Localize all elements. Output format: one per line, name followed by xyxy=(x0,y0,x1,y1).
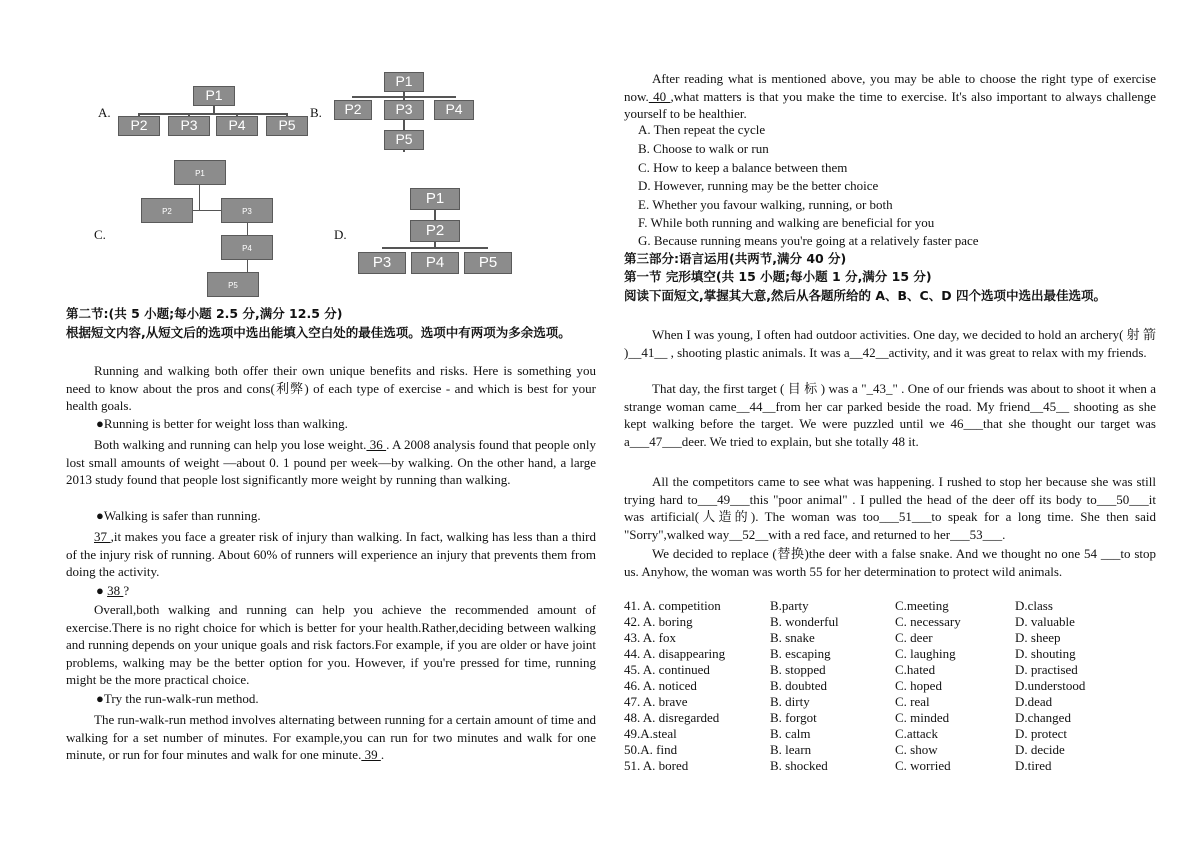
q47-option-b[interactable]: B. dirty xyxy=(770,694,810,709)
diagram-a-box-p2: P2 xyxy=(118,116,160,136)
q49-option-d[interactable]: D. protect xyxy=(1015,726,1067,741)
option-d: D. However, running may be the better choice xyxy=(638,178,879,193)
q41-option-c[interactable]: C.meeting xyxy=(895,598,949,613)
q48-option-c[interactable]: C. minded xyxy=(895,710,950,725)
diagram-d-box-p5: P5 xyxy=(464,252,512,274)
passage-para3: 37 ,it makes you face a greater risk of injury than walking. In fact, walking has less than a third of the injury risk of running. About 60% of runners will experience an injury that prevents them from doing the activity. xyxy=(66,529,597,579)
diagram-c-box-p5: P5 xyxy=(207,272,259,297)
q43-option-b[interactable]: B. snake xyxy=(770,630,815,645)
q44-option-c[interactable]: C. laughing xyxy=(895,646,956,661)
passage-para1: Running and walking both offer their own unique benefits and risks. Here is something you need to know about the pros and cons(利弊) of each type of exercise - and which is best for your health goals. xyxy=(66,363,596,413)
cloze-para3: All the competitors came to see what was happening. I rushed to stop her because she was still trying hard to___49___this "poor animal" . I pulled the head of the deer off its body to___50___it was artificial(人造的). The woman was too___51___to speak for a long time. She then said "Sorry",walked way__52__with a red face, and returned to her___53___. xyxy=(624,474,1156,542)
question-49 xyxy=(624,725,1156,741)
diagram-c-label: C. xyxy=(94,227,106,242)
q46-option-c[interactable]: C. hoped xyxy=(895,678,942,693)
q42-option-b[interactable]: B. wonderful xyxy=(770,614,839,629)
diagram-c-box-p3: P3 xyxy=(221,198,273,223)
q50-option-a[interactable]: 50.A. find xyxy=(624,742,678,757)
q51-option-a[interactable]: 51. A. bored xyxy=(624,758,689,773)
option-g: G. Because running means you're going at a relatively faster pace xyxy=(638,233,979,248)
q45-option-a[interactable]: 45. A. continued xyxy=(624,662,710,677)
diagram-a-box-p3: P3 xyxy=(168,116,210,136)
bullet-running-weight: ●Running is better for weight loss than walking. xyxy=(96,416,348,431)
q47-option-c[interactable]: C. real xyxy=(895,694,930,709)
q41-option-a[interactable]: 41. A. competition xyxy=(624,598,721,613)
q43-option-d[interactable]: D. sheep xyxy=(1015,630,1061,645)
question-41 xyxy=(624,597,1156,613)
question-47 xyxy=(624,693,1156,709)
q49-option-c[interactable]: C.attack xyxy=(895,726,938,741)
bullet-38: ● 38 ? xyxy=(96,583,130,598)
q50-option-c[interactable]: C. show xyxy=(895,742,938,757)
q42-option-a[interactable]: 42. A. boring xyxy=(624,614,693,629)
passage-para4: Overall,both walking and running can help you achieve the recommended amount of exercise.There is no right choice for which is better for your health.Rather,deciding between walking and running depends on your unique goals and risk factors.For example, if you are older or have joint problems, walking may be the better option for you. However, if you're pressed for time, running might be the more practical choice. xyxy=(66,602,596,687)
diagram-d-box-p3: P3 xyxy=(358,252,406,274)
q44-option-b[interactable]: B. escaping xyxy=(770,646,831,661)
q48-option-b[interactable]: B. forgot xyxy=(770,710,817,725)
passage-para5: The run-walk-run method involves alternating between running for a certain amount of time and walking for a set number of minutes. For example,you can run for two minutes and walk for one minute, or run for four minutes and walk for one minute. 39 . xyxy=(66,712,596,762)
option-c: C. How to keep a balance between them xyxy=(638,160,848,175)
diagram-b-box-p3: P3 xyxy=(384,100,424,120)
option-e: E. Whether you favour walking, running, or both xyxy=(638,197,893,212)
blank-37[interactable]: 37 xyxy=(94,529,111,544)
diagram-b-label: B. xyxy=(310,105,322,120)
q42-option-d[interactable]: D. valuable xyxy=(1015,614,1075,629)
diagram-b-box-p4: P4 xyxy=(434,100,474,120)
q46-option-d[interactable]: D.understood xyxy=(1015,678,1086,693)
bullet-walking-safer: ●Walking is safer than running. xyxy=(96,508,261,523)
question-48 xyxy=(624,709,1156,725)
passage-para2: Both walking and running can help you lose weight. 36 . A 2008 analysis found that people only lost small amounts of weight —about 0. 1 pound per week—by walking. On the other hand, a large 2013 study found that people lost significantly more weight by running than walking. xyxy=(66,437,597,487)
part3-heading: 第三部分:语言运用(共两节,满分 40 分) xyxy=(624,251,847,266)
blank-40[interactable]: 40 xyxy=(648,88,671,104)
diagram-a-label: A. xyxy=(98,105,111,120)
blank-36[interactable]: 36 xyxy=(366,437,387,452)
cloze-para1: When I was young, I often had outdoor activities. One day, we decided to hold an archery( 射 箭 )__41__ , shooting plastic animals. It was a__42__activity, and it was great to relax with my friends. xyxy=(624,327,1156,360)
question-45 xyxy=(624,661,1156,677)
diagram-d-box-p2: P2 xyxy=(410,220,460,242)
cloze-instruction: 阅读下面短文,掌握其大意,然后从各题所给的 A、B、C、D 四个选项中选出最佳选项。 xyxy=(624,288,1106,303)
diagram-d xyxy=(358,188,512,274)
diagram-a-box-p1: P1 xyxy=(193,86,235,106)
cloze-section-heading: 第一节 完形填空(共 15 小题;每小题 1 分,满分 15 分) xyxy=(624,269,932,284)
passage-para6: After reading what is mentioned above, you may be able to choose the right type of exercise now. 40 ,what matters is that you make the time to exercise. It's also important to always challenge yourself to be healthier. xyxy=(624,71,1157,121)
diagram-a-box-p5: P5 xyxy=(266,116,308,136)
q47-option-a[interactable]: 47. A. brave xyxy=(624,694,688,709)
q45-option-c[interactable]: C.hated xyxy=(895,662,936,677)
diagram-a-box-p4: P4 xyxy=(216,116,258,136)
question-51 xyxy=(624,757,1156,773)
q43-option-c[interactable]: C. deer xyxy=(895,630,933,645)
blank-39[interactable]: 39 xyxy=(361,747,381,762)
cloze-para2: That day, the first target ( 目 标 ) was a "_43_" . One of our friends was about to shoot it when a strange woman came__44__from her car parked beside the road. My friend__45__ shooting as she kept walking before the target. We were puzzled until we 46___that she thought our target was a___47___deer. We tried to explain, but she totally 48 it. xyxy=(624,381,1156,449)
diagram-c-box-p4: P4 xyxy=(221,235,273,260)
q51-option-b[interactable]: B. shocked xyxy=(770,758,828,773)
q49-option-a[interactable]: 49.A.steal xyxy=(624,726,677,741)
diagram-b-box-p1: P1 xyxy=(384,72,424,92)
diagram-c xyxy=(141,160,281,300)
blank-38[interactable]: 38 xyxy=(107,583,124,598)
option-a: A. Then repeat the cycle xyxy=(638,122,766,137)
q44-option-a[interactable]: 44. A. disappearing xyxy=(624,646,726,661)
q44-option-d[interactable]: D. shouting xyxy=(1015,646,1076,661)
q41-option-b[interactable]: B.party xyxy=(770,598,809,613)
q46-option-b[interactable]: B. doubted xyxy=(770,678,828,693)
diagram-b-box-p5: P5 xyxy=(384,130,424,150)
q41-option-d[interactable]: D.class xyxy=(1015,598,1053,613)
diagram-a xyxy=(118,86,308,136)
option-f: F. While both running and walking are beneficial for you xyxy=(638,215,935,230)
q49-option-b[interactable]: B. calm xyxy=(770,726,811,741)
q42-option-c[interactable]: C. necessary xyxy=(895,614,961,629)
diagram-b xyxy=(334,72,474,150)
q50-option-b[interactable]: B. learn xyxy=(770,742,812,757)
q47-option-d[interactable]: D.dead xyxy=(1015,694,1053,709)
question-44 xyxy=(624,645,1156,661)
q48-option-d[interactable]: D.changed xyxy=(1015,710,1071,725)
question-50 xyxy=(624,741,1156,757)
question-46 xyxy=(624,677,1156,693)
question-42 xyxy=(624,613,1156,629)
q50-option-d[interactable]: D. decide xyxy=(1015,742,1065,757)
option-b: B. Choose to walk or run xyxy=(638,141,769,156)
section2-instruction: 根据短文内容,从短文后的选项中选出能填入空白处的最佳选项。选项中有两项为多余选项。 xyxy=(66,325,571,340)
q51-option-c[interactable]: C. worried xyxy=(895,758,951,773)
q43-option-a[interactable]: 43. A. fox xyxy=(624,630,676,645)
q48-option-a[interactable]: 48. A. disregarded xyxy=(624,710,720,725)
diagram-d-label: D. xyxy=(334,227,347,242)
q45-option-b[interactable]: B. stopped xyxy=(770,662,826,677)
cloze-para4: We decided to replace (替换)the deer with a false snake. And we thought no one 54 ___to stop us. Anyhow, the woman was worth 55 for her determination to protect wild animals. xyxy=(624,546,1156,579)
q45-option-d[interactable]: D. practised xyxy=(1015,662,1078,677)
diagram-d-box-p1: P1 xyxy=(410,188,460,210)
diagram-d-box-p4: P4 xyxy=(411,252,459,274)
diagram-b-box-p2: P2 xyxy=(334,100,372,120)
q51-option-d[interactable]: D.tired xyxy=(1015,758,1052,773)
q46-option-a[interactable]: 46. A. noticed xyxy=(624,678,697,693)
diagram-c-box-p1: P1 xyxy=(174,160,226,185)
section2-heading: 第二节:(共 5 小题;每小题 2.5 分,满分 12.5 分) xyxy=(66,306,343,321)
bullet-run-walk-run: ●Try the run-walk-run method. xyxy=(96,691,259,706)
diagram-c-box-p2: P2 xyxy=(141,198,193,223)
question-43 xyxy=(624,629,1156,645)
